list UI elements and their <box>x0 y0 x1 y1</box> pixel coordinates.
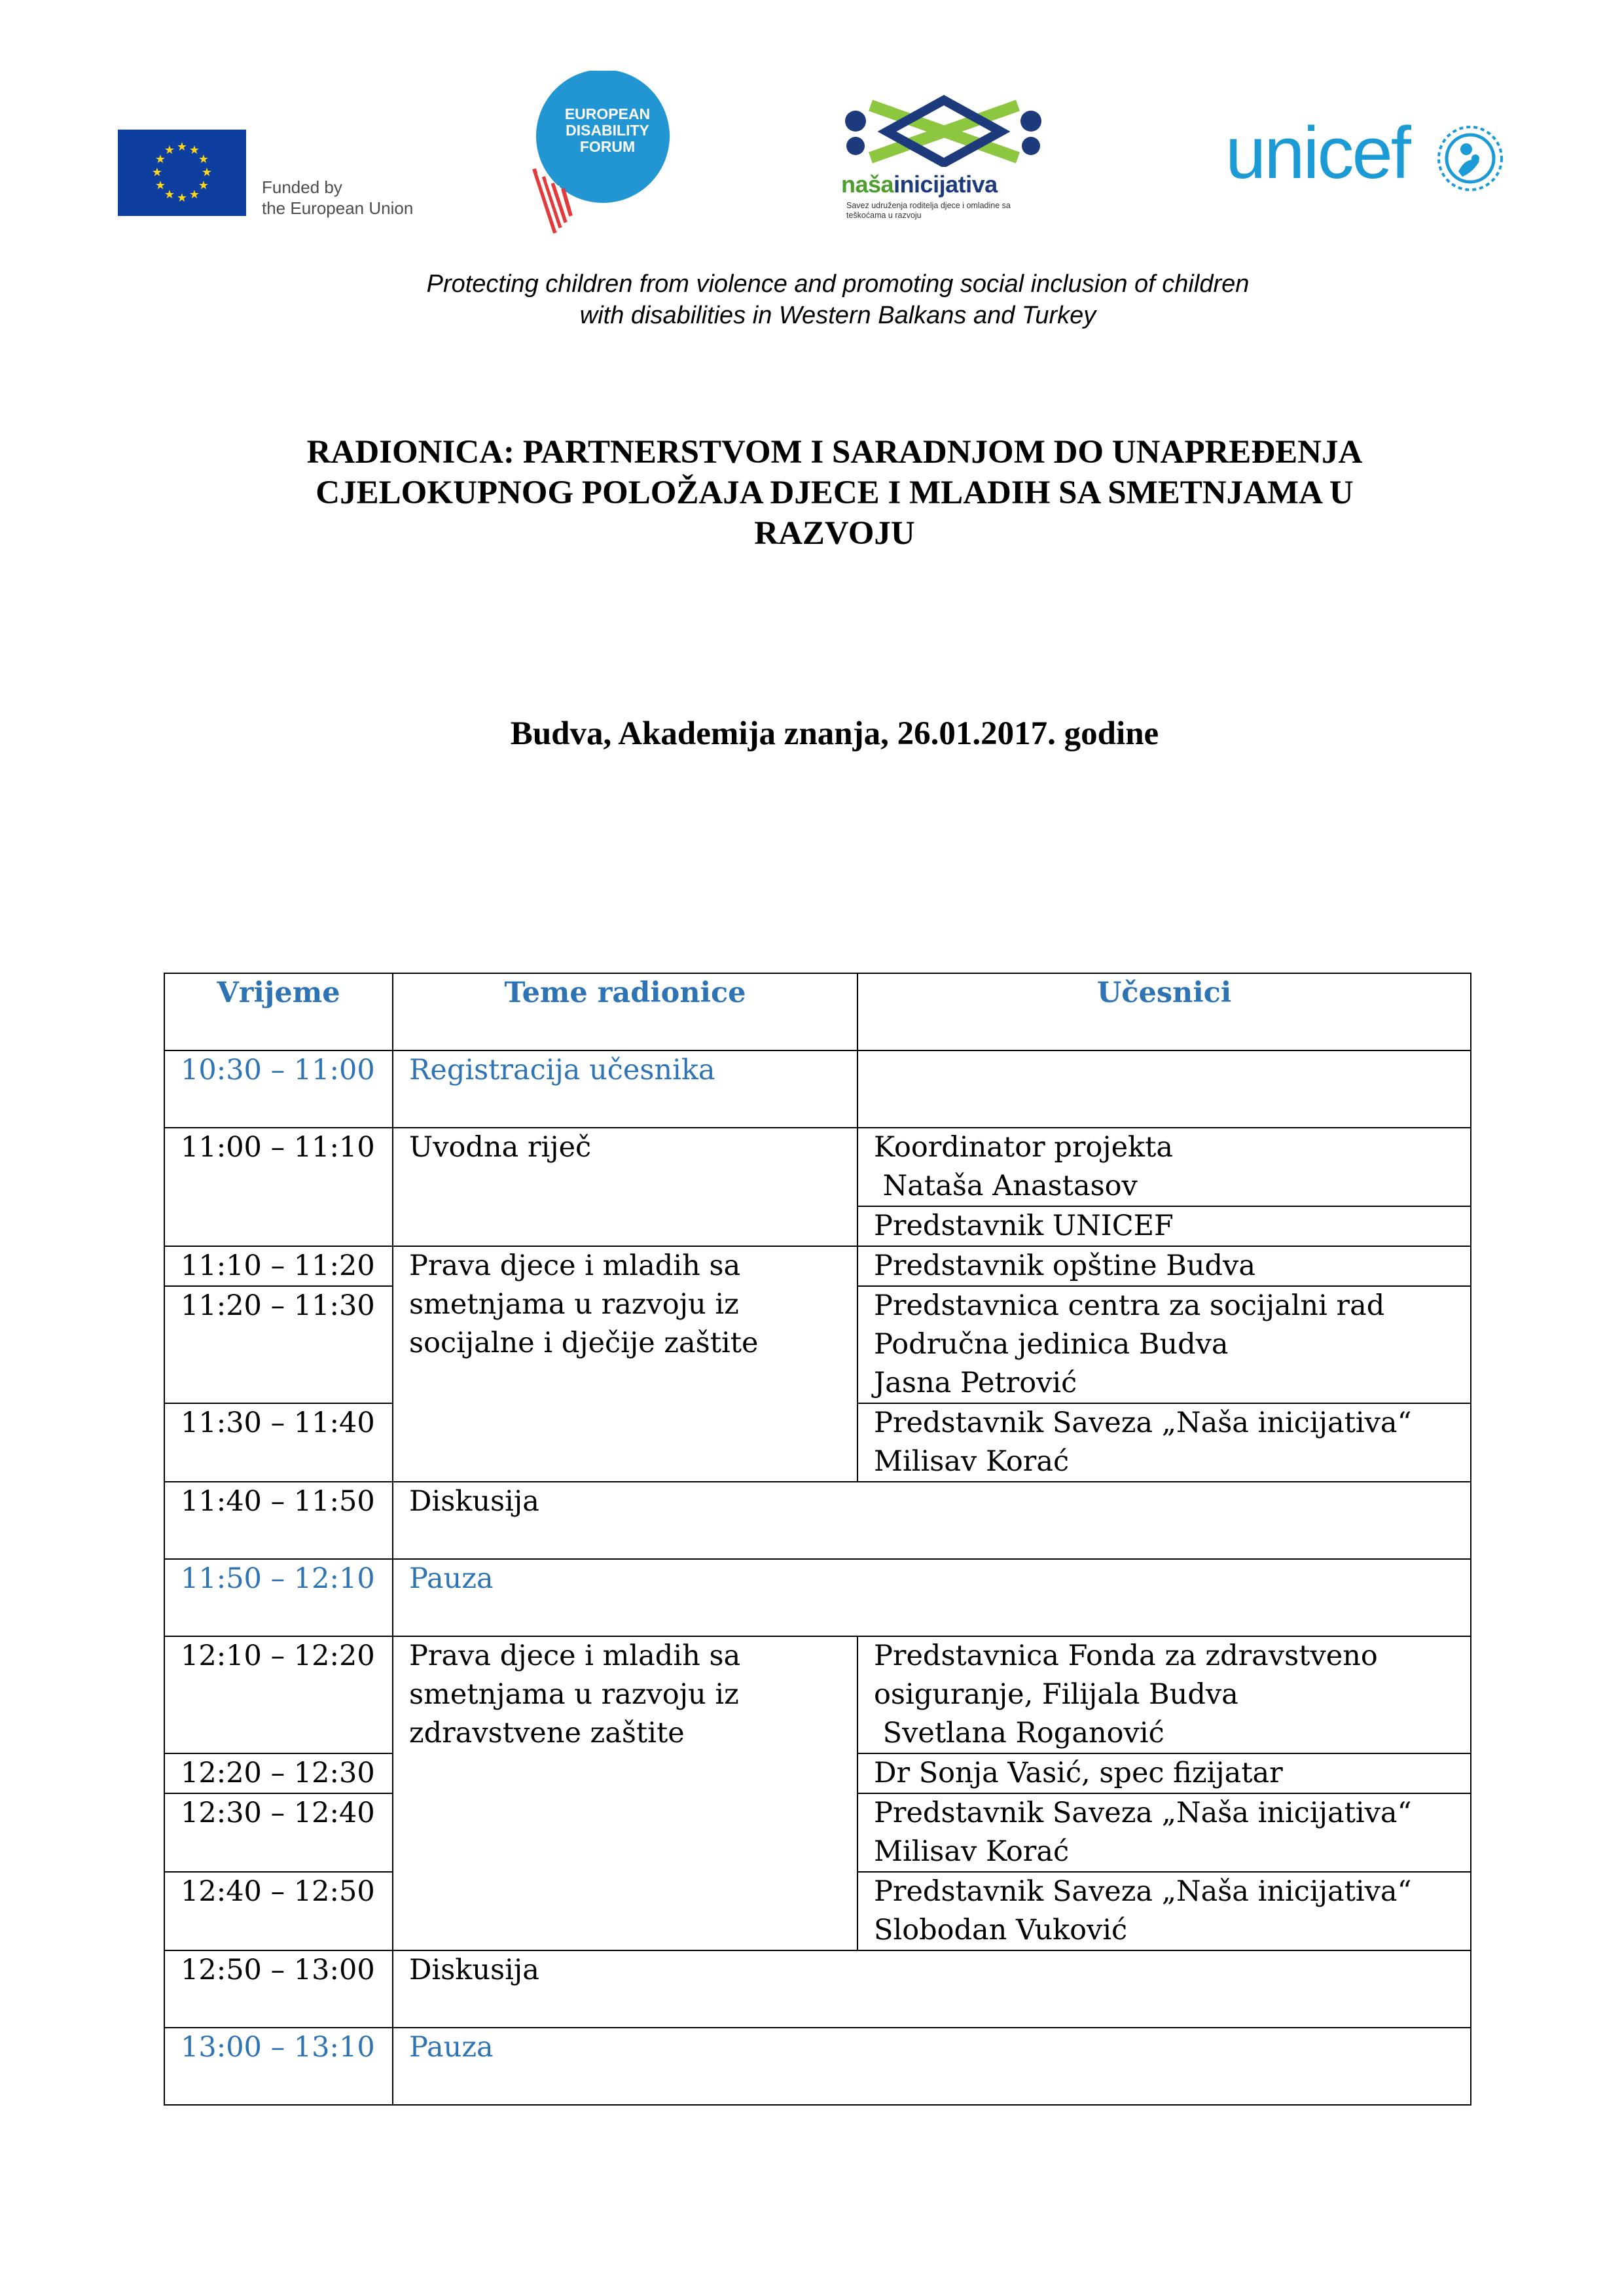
time-cell: 13:00 – 13:10 <box>164 2028 393 2105</box>
project-subtitle: Protecting children from violence and promoting social inclusion of children with disabilities in Western Balkans and Turkey <box>426 270 1250 329</box>
svg-text:★: ★ <box>164 188 175 202</box>
nasa-inicijativa-name: našainicijativa <box>841 171 998 198</box>
table-row <box>164 1482 1471 1559</box>
time-cell: 11:50 – 12:10 <box>164 1559 393 1636</box>
svg-text:★: ★ <box>198 179 209 192</box>
topic-cell: Registracija učesnika <box>393 1050 857 1128</box>
table-row <box>164 2028 1471 2105</box>
time-cell: 11:40 – 11:50 <box>164 1482 393 1559</box>
unicef-wordmark: unicef <box>1225 112 1409 194</box>
unicef-logo <box>1225 112 1507 196</box>
eu-text-line2: the European Union <box>262 198 414 218</box>
topic-cell: Prava djece i mladih sa smetnjama u razvoju iz socijalne i dječije zaštite <box>393 1246 857 1482</box>
time-cell: 10:30 – 11:00 <box>164 1050 393 1128</box>
table-row <box>164 1559 1471 1636</box>
eu-funding-logo <box>118 130 432 221</box>
eu-flag-icon <box>118 130 246 216</box>
table-header-row <box>164 973 1471 1050</box>
participants-cell: Predstavnik Saveza „Naša inicijativa“ Milisav Korać <box>857 1403 1471 1482</box>
svg-text:★: ★ <box>201 166 213 179</box>
time-cell: 12:10 – 12:20 <box>164 1636 393 1753</box>
unicef-emblem-icon <box>1436 124 1504 192</box>
svg-text:★: ★ <box>176 140 188 154</box>
workshop-title: RADIONICA: PARTNERSTVOM I SARADNJOM DO UNAPREĐENJA CJELOKUPNOG POLOŽAJA DJECE I MLADIH SA SMETNJAMA U RAZVOJU <box>306 434 1363 552</box>
participants-cell: Predstavnik opštine Budva <box>857 1246 1471 1286</box>
participants-cell: Predstavnica Fonda za zdravstveno osiguranje, Filijala Budva Svetlana Roganović <box>857 1636 1471 1753</box>
table-row <box>164 1050 1471 1128</box>
participants-cell: Predstavnik UNICEF <box>857 1206 1471 1246</box>
european-disability-forum-logo <box>529 71 677 234</box>
participants-cell <box>857 1050 1471 1128</box>
participants-cell: Koordinator projekta Nataša Anastasov <box>857 1128 1471 1206</box>
time-cell: 12:50 – 13:00 <box>164 1950 393 2028</box>
topic-cell: Diskusija <box>393 1482 1471 1559</box>
topic-cell: Pauza <box>393 2028 1471 2105</box>
topic-cell: Pauza <box>393 1559 1471 1636</box>
svg-text:★: ★ <box>189 188 200 202</box>
svg-text:★: ★ <box>151 166 163 179</box>
time-cell: 12:30 – 12:40 <box>164 1793 393 1872</box>
time-cell: 11:10 – 11:20 <box>164 1246 393 1286</box>
nasa-inicijativa-logo <box>841 95 1044 232</box>
table-row <box>164 1246 1471 1286</box>
topic-cell: Diskusija <box>393 1950 1471 2028</box>
header-topics: Teme radionice <box>393 973 857 1050</box>
header-time: Vrijeme <box>164 973 393 1050</box>
participants-cell: Predstavnica centra za socijalni rad Područna jedinica Budva Jasna Petrović <box>857 1286 1471 1403</box>
edf-text-line1: EUROPEAN <box>564 105 651 122</box>
topic-cell: Prava djece i mladih sa smetnjama u razvoju iz zdravstvene zaštite <box>393 1636 857 1950</box>
svg-text:★: ★ <box>164 143 175 157</box>
event-location-date: Budva, Akademija znanja, 26.01.2017. godine <box>510 715 1159 752</box>
svg-text:★: ★ <box>198 152 209 166</box>
time-cell: 12:40 – 12:50 <box>164 1872 393 1950</box>
agenda-table <box>164 973 1471 2106</box>
svg-text:★: ★ <box>189 143 200 157</box>
table-row <box>164 1950 1471 2028</box>
svg-text:★: ★ <box>154 152 166 166</box>
header-participants: Učesnici <box>857 973 1471 1050</box>
participants-cell: Dr Sonja Vasić, spec fizijatar <box>857 1753 1471 1793</box>
participants-cell: Predstavnik Saveza „Naša inicijativa“ Slobodan Vuković <box>857 1872 1471 1950</box>
time-cell: 11:30 – 11:40 <box>164 1403 393 1482</box>
edf-text-line3: FORUM <box>579 138 636 155</box>
nasa-inicijativa-emblem-icon <box>841 95 1044 167</box>
svg-text:★: ★ <box>154 179 166 192</box>
eu-text-line1: Funded by <box>262 177 342 197</box>
topic-cell: Uvodna riječ <box>393 1128 857 1246</box>
time-cell: 11:20 – 11:30 <box>164 1286 393 1403</box>
time-cell: 11:00 – 11:10 <box>164 1128 393 1246</box>
svg-text:★: ★ <box>176 191 188 205</box>
nasa-inicijativa-tagline: Savez udruženja roditelja djece i omladine sa teškoćama u razvoju <box>846 201 1011 220</box>
time-cell: 12:20 – 12:30 <box>164 1753 393 1793</box>
table-row <box>164 1128 1471 1206</box>
edf-text-line2: DISABILITY <box>566 122 649 139</box>
table-row <box>164 1636 1471 1753</box>
eu-funding-text <box>262 177 413 219</box>
participants-cell: Predstavnik Saveza „Naša inicijativa“ Milisav Korać <box>857 1793 1471 1872</box>
